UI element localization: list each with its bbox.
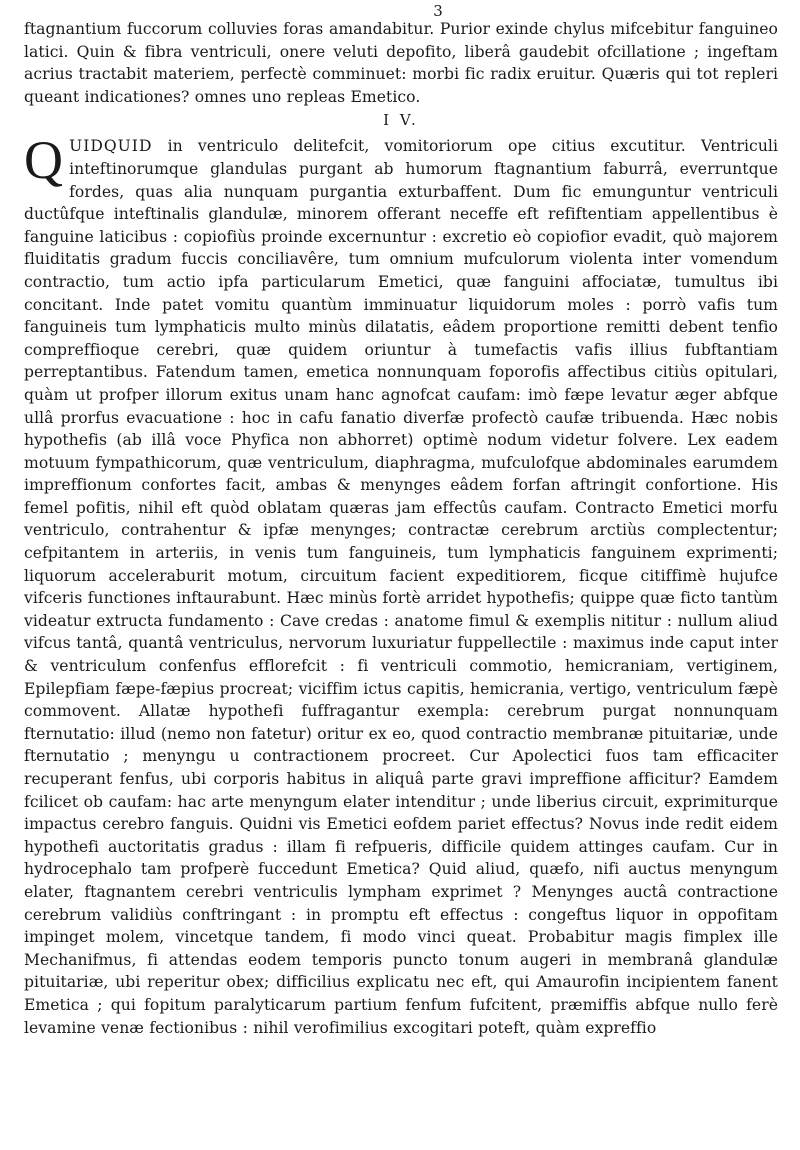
- drop-cap: Q: [24, 130, 64, 191]
- section-paragraph: in ventriculo delitefcit, vomitoriorum ope citius excutitur. Ventriculi inteftinorumque glandulas purgant ab humorum ftagnantium faburrâ, everruntque fordes, quas alia nunquam purgantia exturbaffent. Dum fic emunguntur ventriculi ductûfque inteftinalis glandulæ, minorem offerant neceffe eft refiftentiam appellentibus è fanguine laticibus : copiofiùs proinde excernuntur : excretio eò copiofior evadit, quò majorem fluiditatis gradum fuccis conciliavêre, tum omnium mufculorum violenta inter vomendum contractio, tum actio ipfa particularum Emetici, quæ fanguini affociatæ, tumultus ibi concitant. Inde patet vomitu quantùm imminuatur liquidorum moles : porrò vafis tum fanguineis tum lymphaticis multo minùs dilatatis, eâdem proportione remitti debent tenfio compreffioque cerebri, quæ quidem oriuntur à tumefactis vafis illius fubftantiam perreptantibus. Fatendum tamen, emetica nonnunquam foporofis affectibus citiùs opitulari, quàm ut profper illorum exitus unam hanc agnofcat caufam: imò fæpe levatur æger abfque ullâ prorfus evacuatione : hoc in cafu fanatio diverfæ profectò caufæ tribuenda. Hæc nobis hypothefis (ab illâ voce Phyfica non abhorret) optimè nodum videtur folvere. Lex eadem motuum fympathicorum, quæ ventriculum, diaphragma, mufculofque abdominales earumdem impreffionum confortes facit, ambas & menynges eâdem forfan aftringit confortione. His femel pofitis, nihil eft quòd oblatam quæras jam effectûs caufam. Contracto Emetici morfu ventriculo, contrahentur & ipfæ menynges; contractæ cerebrum arctiùs complectentur; cefpitantem in arteriis, in venis tum fanguineis, tum lymphaticis fanguinem exprimenti; liquorum acceleraburit motum, circuitum facient expeditiorem, ficque citiffimè hujufce vifceris functiones inftaurabunt. Hæc minùs fortè arridet hypothefis; quippe quæ ficto tantùm videatur extructa fundamento : Cave credas : anatome fimul & exemplis nititur : nullum aliud vifcus tantâ, quantâ ventriculus, nervorum luxuriatur fuppellectile : maximus inde caput inter & ventriculum confenfus efflorefcit : fi ventriculi commotio, hemicraniam, vertiginem, Epilepfiam fæpe-fæpius procreat; viciffim ictus capitis, hemicrania, vertigo, ventriculum fæpè commovent. Allatæ hypothefi fuffragantur exempla: cerebrum purgat nonnunquam fternutatio: illud (nemo non fatetur) oritur ex eo, quod contractio membranæ pituitariæ, unde fternutatio ; menyngu u contractionem procreet. Cur Apolectici fuos tam efficaciter recuperant fenfus, ubi corporis habitus in aliquâ parte gravi impreffione afficitur? Eamdem fcilicet ob caufam: hac arte menyngum elater intenditur ; unde liberius circuit, exprimiturque impactus cerebro fanguis. Quidni vis Emetici eofdem pariet effectus? Novus inde redit eidem hypothefi auctoritatis gradus : illam fi refpueris, difficile quidem attinges caufam. Cur in hydrocephalo tam profperè fuccedunt Emetica? Quid aliud, quæfo, nifi auctus menyngum elater, ftagnantem cerebri ventriculis lympham exprimet ? Menynges auctâ contractione cerebrum validiùs conftringant : in promptu eft effectus : congeftus liquor in oppofitam impinget molem, vincetque tandem, fi modo vinci queat. Probabitur magis fimplex ille Mechanifmus, fi attendas eodem temporis puncto tonum augeri in membranâ glandulæ pituitariæ, ubi reperitur obex; difficilius explicatu nec eft, qui Amaurofin incipientem fanent Emetica ; qui fopitum paralyticarum partium fenfum fufcitent, præmiffis abfque nullo ferè levamine venæ fectionibus : nihil verofimilius excogitari poteft, quàm expreffio: [24, 137, 778, 1037]
- section-body: [24, 130, 778, 1039]
- paragraph-continuation: ftagnantium fuccorum colluvies foras amandabitur. Purior exinde chylus mifcebitur fanguineo latici. Quin & fibra ventriculi, onere veluti depofito, liberâ gaudebit ofcillatione ; ingeftam acrius tractabit materiem, perfectè comminuet: morbi fic radix eruitur. Quæris qui tot repleri queant indicationes? omnes uno repleas Emetico.: [24, 20, 778, 106]
- section-heading: I V.: [383, 111, 419, 130]
- page-number: 3: [433, 2, 443, 20]
- opening-paragraph: [24, 18, 778, 108]
- opening-word-caps: UIDQUID: [69, 137, 153, 156]
